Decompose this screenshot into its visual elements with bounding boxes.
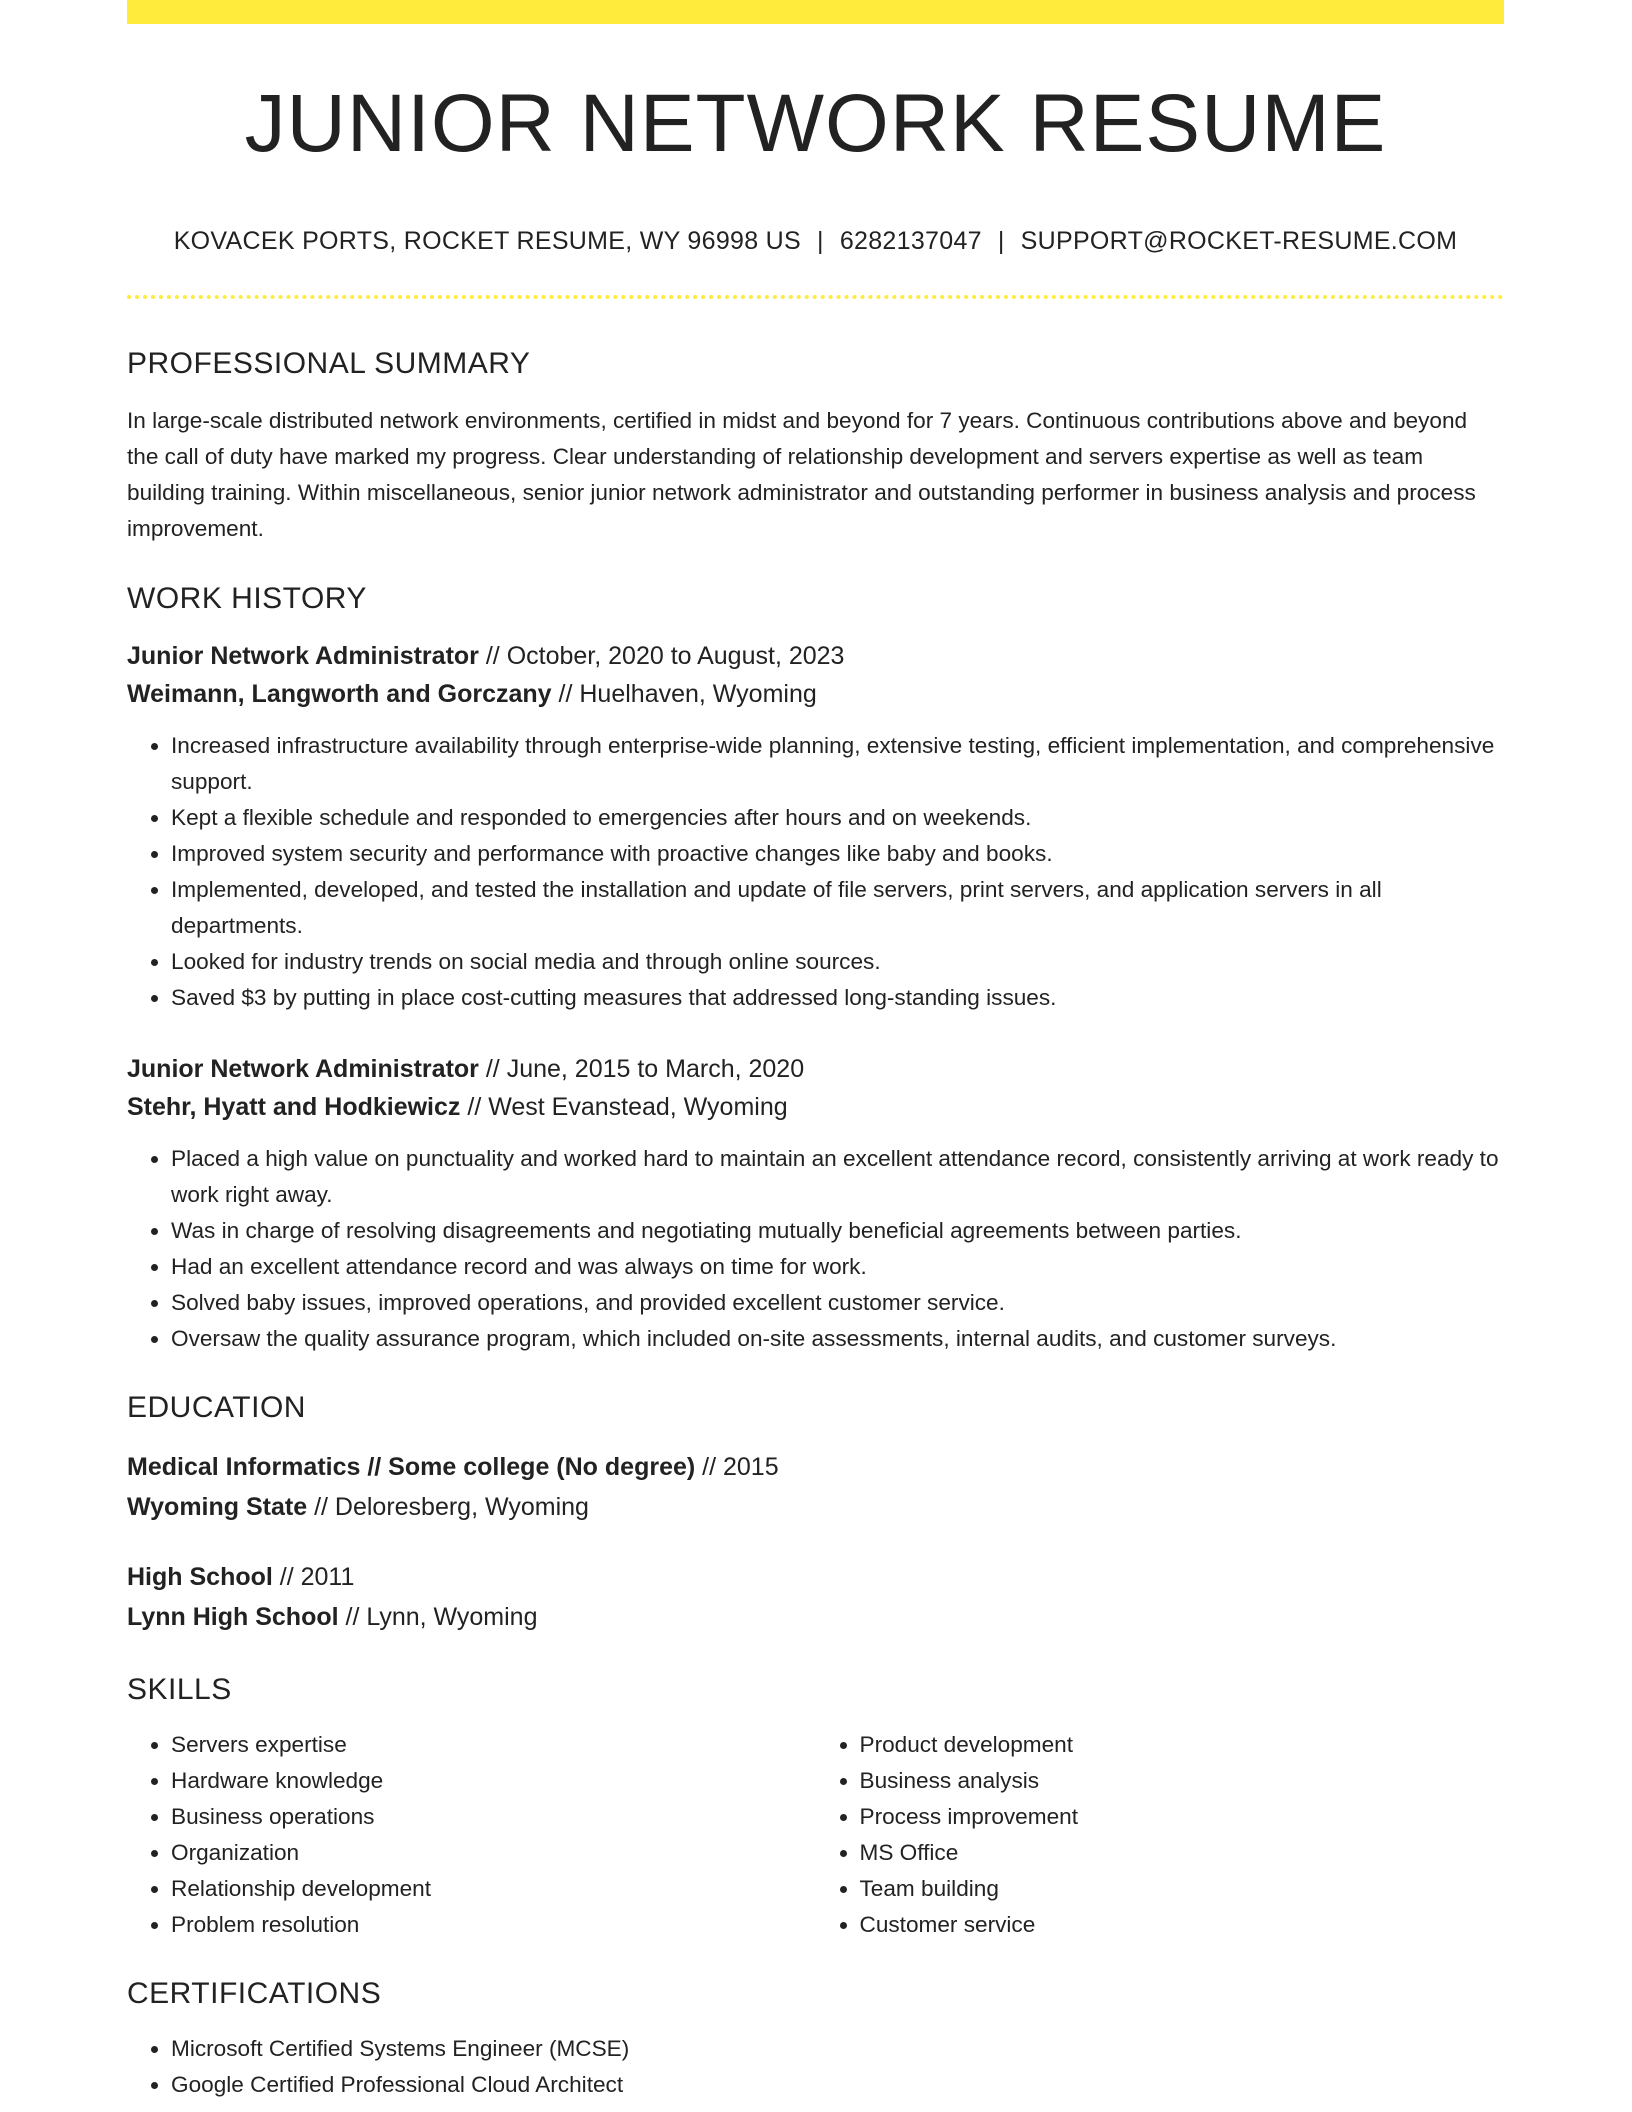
list-item: • Increased infrastructure availability through enterprise-wide planning, extensive testing, efficient implementation, and comprehensive support. — [171, 728, 1504, 800]
skills-columns — [127, 1727, 1504, 1943]
certifications-heading: CERTIFICATIONS — [127, 1977, 382, 2010]
job-entry — [127, 1050, 1504, 1357]
contact-phone: 6282137047 — [839, 227, 982, 255]
job-dates: // October, 2020 to August, 2023 — [478, 642, 845, 670]
job-company: Weimann, Langworth and Gorczany — [127, 680, 552, 708]
list-item: • Customer service — [860, 1907, 1505, 1943]
resume-page — [127, 0, 1504, 2103]
list-item: • Business analysis — [860, 1763, 1505, 1799]
list-item: • Improved system security and performance with proactive changes like baby and books. — [171, 836, 1504, 872]
job-company: Stehr, Hyatt and Hodkiewicz — [127, 1093, 461, 1121]
list-item: • Business operations — [171, 1799, 816, 1835]
list-item: • Hardware knowledge — [171, 1763, 816, 1799]
list-item: • Organization — [171, 1835, 816, 1871]
work-history-heading: WORK HISTORY — [127, 582, 367, 615]
education-school: Lynn High School — [127, 1603, 339, 1631]
job-bullets — [127, 728, 1504, 1016]
list-item: • Kept a flexible schedule and responded to emergencies after hours and on weekends. — [171, 800, 1504, 836]
accent-bar — [127, 0, 1504, 24]
contact-line — [127, 227, 1504, 256]
list-item: • Looked for industry trends on social media and through online sources. — [171, 944, 1504, 980]
skills-heading: SKILLS — [127, 1673, 232, 1706]
education-entry — [127, 1557, 1504, 1637]
list-item: • Google Certified Professional Cloud Architect — [171, 2067, 1504, 2103]
education-year: // 2011 — [272, 1563, 355, 1591]
education-location: // Lynn, Wyoming — [338, 1603, 538, 1631]
summary-text: In large-scale distributed network environments, certified in midst and beyond for 7 years. Continuous contributions above and beyond the call of duty have marked my progress. Clear understanding of relationship development and servers expertise as well as team building training. Within miscellaneous, senior junior network administrator and outstanding performer in business analysis and process improvement. — [127, 408, 1476, 541]
job-bullets — [127, 1141, 1504, 1357]
list-item: • Problem resolution — [171, 1907, 816, 1943]
list-item: • Solved baby issues, improved operations, and provided excellent customer service. — [171, 1285, 1504, 1321]
list-item: • Implemented, developed, and tested the installation and update of file servers, print servers, and application servers in all departments. — [171, 872, 1504, 944]
list-item: • Placed a high value on punctuality and worked hard to maintain an excellent attendance record, consistently arriving at work ready to work right away. — [171, 1141, 1504, 1213]
job-location: // West Evanstead, Wyoming — [460, 1093, 788, 1121]
job-title: Junior Network Administrator — [127, 1055, 479, 1083]
contact-separator: | — [997, 227, 1005, 255]
education-location: // Deloresberg, Wyoming — [307, 1493, 589, 1521]
list-item: • Oversaw the quality assurance program, which included on-site assessments, internal audits, and customer surveys. — [171, 1321, 1504, 1357]
education-school: Wyoming State — [127, 1493, 308, 1521]
contact-email[interactable]: SUPPORT@ROCKET-RESUME.COM — [1020, 227, 1458, 255]
list-item: • Relationship development — [171, 1871, 816, 1907]
job-company-line — [127, 675, 1504, 713]
education-degree: Medical Informatics // Some college (No degree) — [127, 1453, 696, 1481]
job-title: Junior Network Administrator — [127, 642, 479, 670]
list-item: • Microsoft Certified Systems Engineer (MCSE) — [171, 2031, 1504, 2067]
list-item: • Team building — [860, 1871, 1505, 1907]
job-title-line — [127, 1050, 1504, 1088]
contact-address: KOVACEK PORTS, ROCKET RESUME, WY 96998 US — [173, 227, 802, 255]
job-title-line — [127, 637, 1504, 675]
skills-list-right — [816, 1727, 1505, 1943]
list-item: • Process improvement — [860, 1799, 1505, 1835]
education-entry — [127, 1447, 1504, 1527]
list-item: • Product development — [860, 1727, 1505, 1763]
dotted-divider — [127, 295, 1504, 299]
list-item: • Was in charge of resolving disagreements and negotiating mutually beneficial agreements between parties. — [171, 1213, 1504, 1249]
certifications-list — [127, 2031, 1504, 2103]
job-company-line — [127, 1088, 1504, 1126]
education-degree-line — [127, 1557, 1504, 1597]
education-degree: High School — [127, 1563, 273, 1591]
list-item: • Servers expertise — [171, 1727, 816, 1763]
list-item: • Had an excellent attendance record and was always on time for work. — [171, 1249, 1504, 1285]
education-school-line — [127, 1487, 1504, 1527]
education-year: // 2015 — [695, 1453, 779, 1481]
education-heading: EDUCATION — [127, 1391, 306, 1424]
skills-list-left — [127, 1727, 816, 1943]
job-location: // Huelhaven, Wyoming — [551, 680, 817, 708]
education-degree-line — [127, 1447, 1504, 1487]
education-school-line — [127, 1597, 1504, 1637]
job-entry — [127, 637, 1504, 1016]
list-item: • Saved $3 by putting in place cost-cutting measures that addressed long-standing issues. — [171, 980, 1504, 1016]
job-dates: // June, 2015 to March, 2020 — [478, 1055, 805, 1083]
contact-separator: | — [817, 227, 824, 255]
summary-heading: PROFESSIONAL SUMMARY — [127, 347, 531, 380]
resume-title: JUNIOR NETWORK RESUME — [244, 78, 1387, 169]
list-item: • MS Office — [860, 1835, 1505, 1871]
